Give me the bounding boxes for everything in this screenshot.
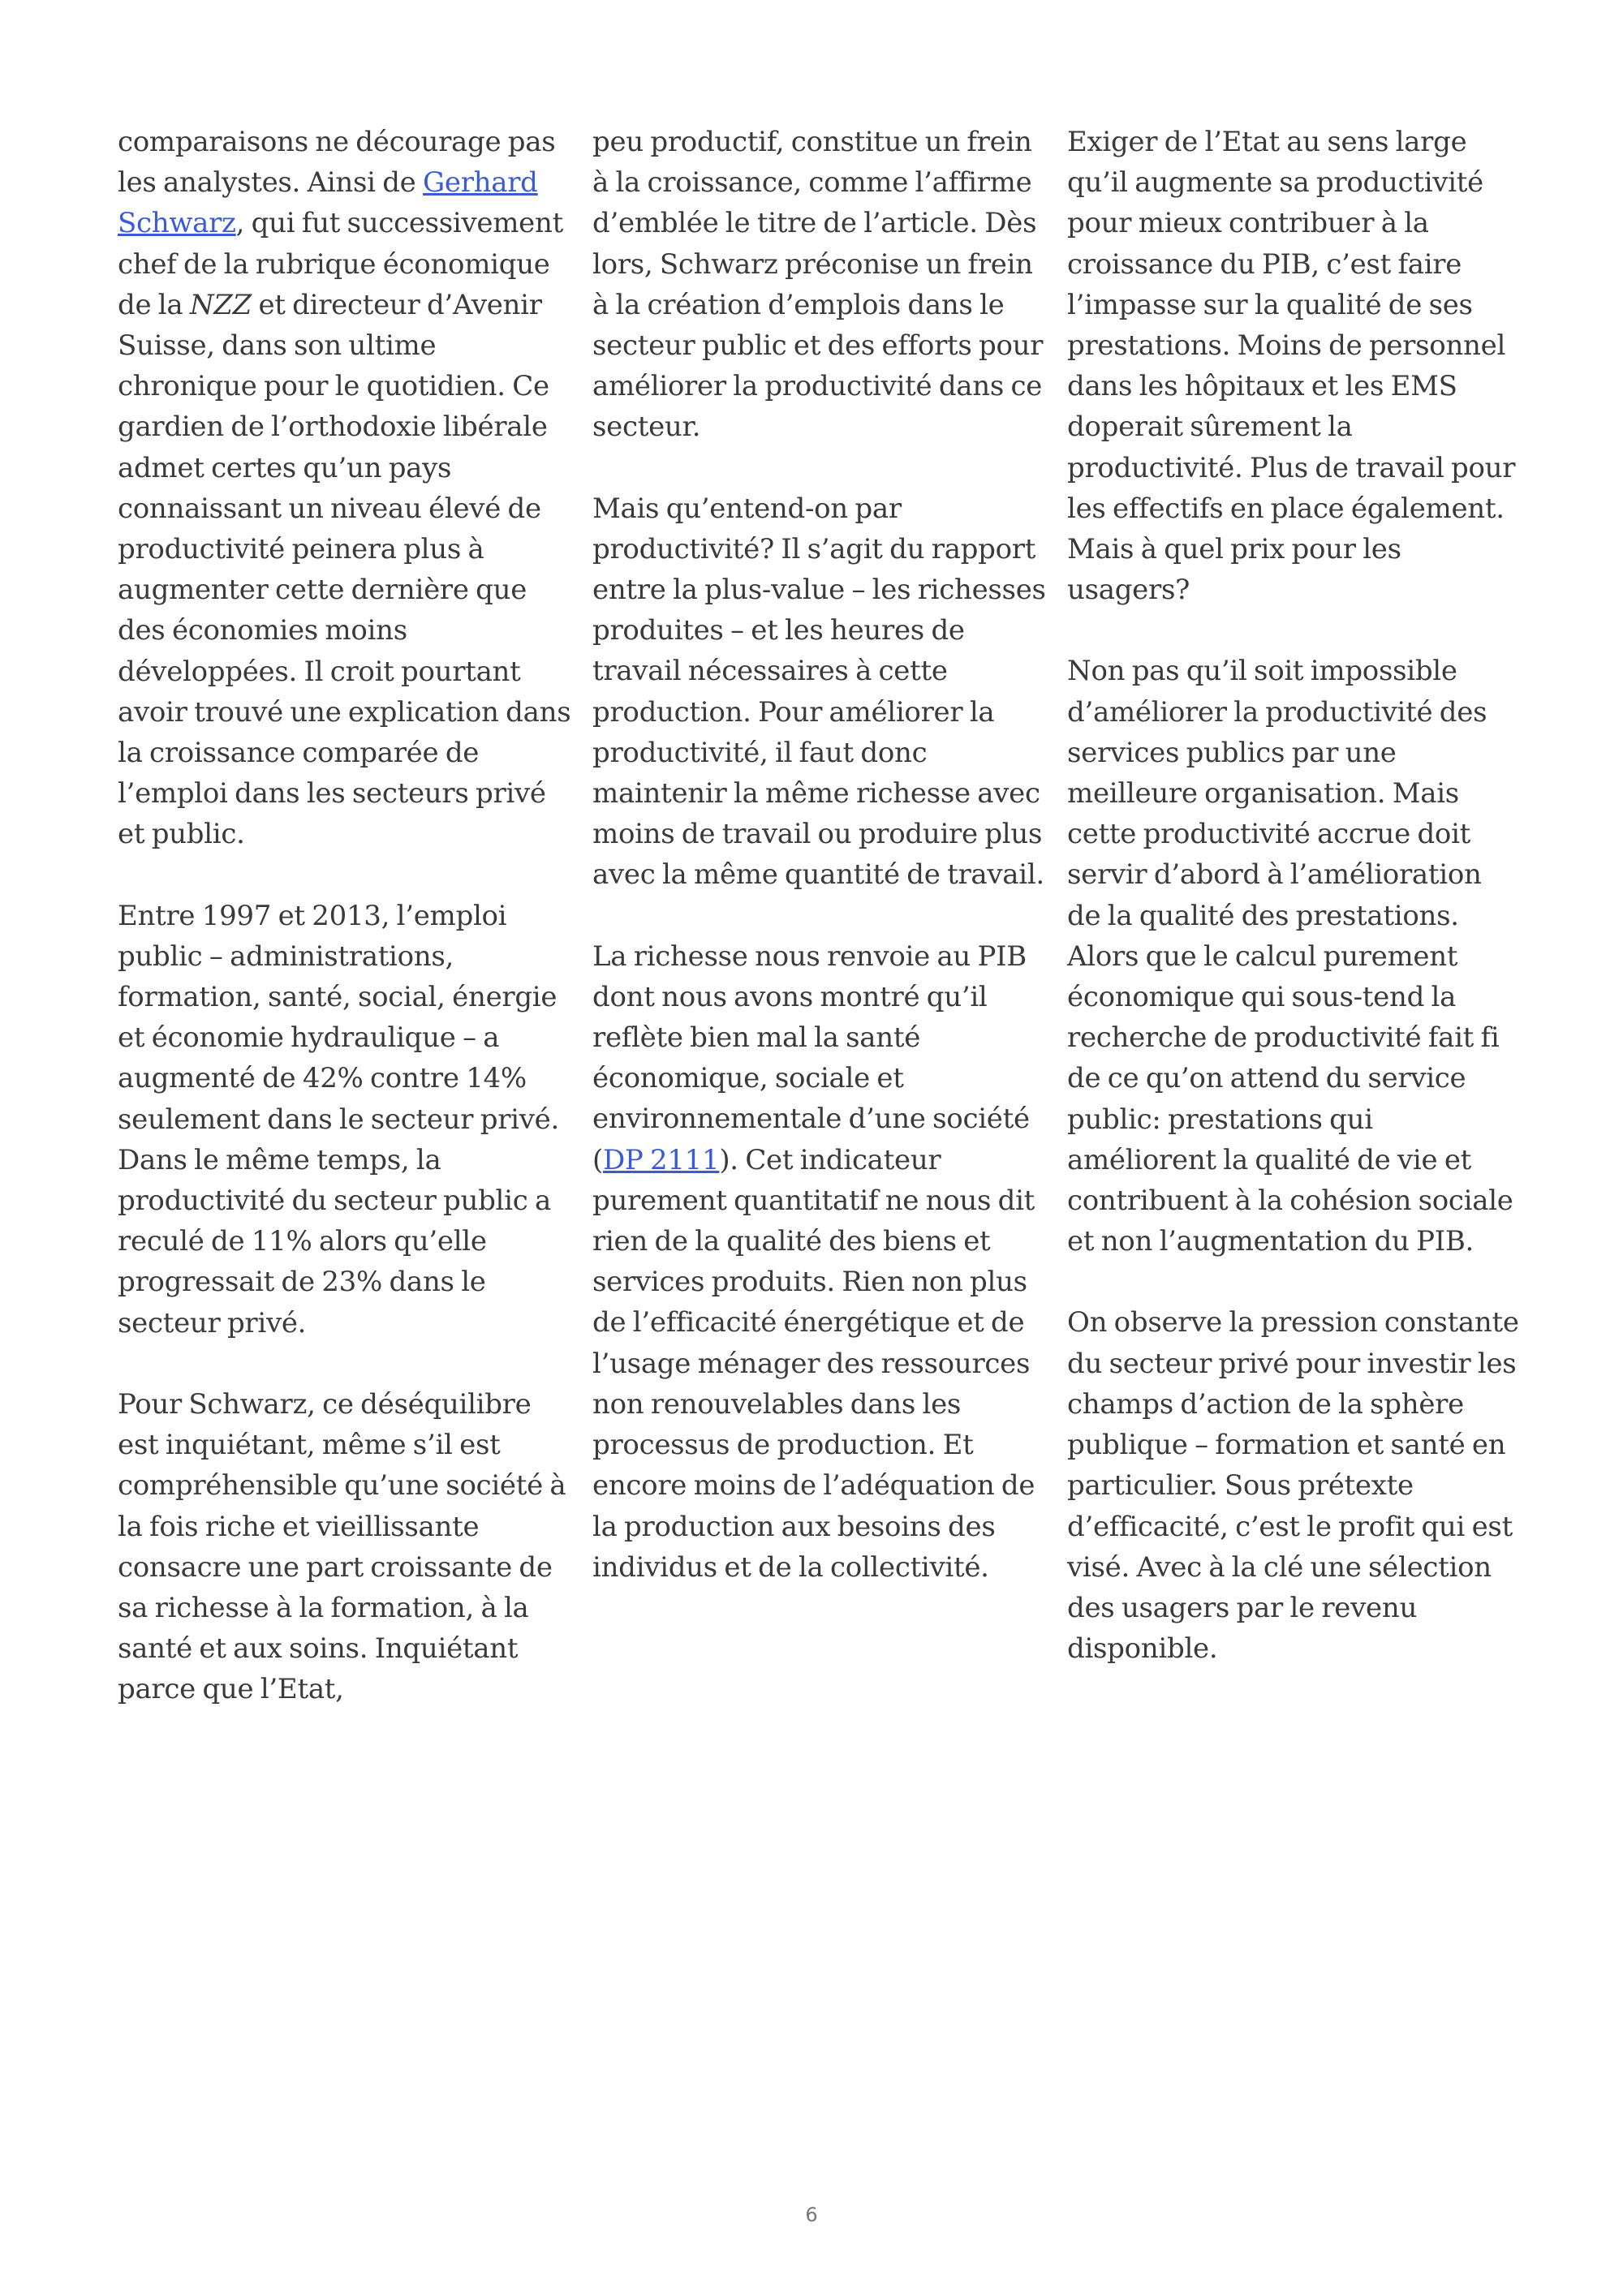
- dp-2111-link[interactable]: DP 2111: [602, 1143, 720, 1176]
- gerhard-schwarz-link[interactable]: Gerhard Schwarz: [118, 166, 538, 240]
- paragraph: [1067, 1302, 1522, 1669]
- text-run: Exiger de l’Etat au sens large qu’il augmente sa productivité pour mieux contribuer à la croissance du PIB, c’est faire l’impasse sur la qualité de ses prestations. Moins de personnel dans les hôpitaux et les EMS doperait sûrement la productivité. Plus de travail pour les effectifs en place également. Mais à quel prix pour les usagers?: [1067, 126, 1516, 607]
- text-run: Mais qu’entend-on par productivité? Il s’agit du rapport entre la plus-value – les richesses produites – et les heures de travail nécessaires à cette production. Pour améliorer la productivité, il faut donc maintenir la même richesse avec moins de travail ou produire plus avec la même quantité de travail.: [592, 492, 1046, 892]
- text-run: ). Cet indicateur purement quantitatif ne nous dit rien de la qualité des biens et services produits. Rien non plus de l’efficacité énergétique et de l’usage ménager des ressources non renouvelables dans les processus de production. Et encore moins de l’adéquation de la production aux besoins des individus et de la collectivité.: [592, 1143, 1035, 1584]
- page-number: 6: [805, 2204, 818, 2226]
- text-run: et directeur d’Avenir Suisse, dans son ultime chronique pour le quotidien. Ce gardien de l’orthodoxie libérale admet certes qu’un pays connaissant un niveau élevé de productivité peinera plus à augmenter cette dernière que des économies moins développées. Il croit pourtant avoir trouvé une explication dans la croissance comparée de l’emploi dans les secteurs privé et public.: [118, 288, 571, 851]
- text-run: Pour Schwarz, ce déséquilibre est inquiétant, même s’il est compréhensible qu’une société à la fois riche et vieillissante consacre une part croissante de sa richesse à la formation, à la santé et aux soins. Inquiétant parce que l’Etat,: [118, 1387, 566, 1706]
- paragraph: [1067, 122, 1522, 610]
- text-run: comparaisons ne décourage pas les analystes. Ainsi de: [118, 126, 556, 200]
- paragraph: [1067, 651, 1522, 1262]
- column-3: [1067, 122, 1522, 1751]
- paragraph: [592, 936, 1047, 1588]
- text-run: , qui fut successivement chef de la rubrique économique de la: [118, 207, 563, 321]
- text-run: La richesse nous renvoie au PIB dont nous avons montré qu’il reflète bien mal la santé économique, sociale et environnementale d’une société (: [592, 939, 1030, 1176]
- paragraph: [592, 122, 1047, 448]
- column-1: [118, 122, 572, 1751]
- paragraph: [118, 896, 572, 1344]
- text-run: On observe la pression constante du secteur privé pour investir les champs d’action de la sphère publique – formation et santé en particulier. Sous prétexte d’efficacité, c’est le profit qui est visé. Avec à la clé une sélection des usagers par le revenu disponible.: [1067, 1306, 1519, 1666]
- paragraph: [592, 488, 1047, 896]
- paragraph: [118, 122, 572, 855]
- text-run: Non pas qu’il soit impossible d’améliorer la productivité des services publics par une meilleure organisation. Mais cette productivité accrue doit servir d’abord à l’amélioration de la qualité des prestations. Alors que le calcul purement économique qui sous-tend la recherche de productivité fait fi de ce qu’on attend du service public: prestations qui améliorent la qualité de vie et contribuent à la cohésion sociale et non l’augmentation du PIB.: [1067, 655, 1513, 1258]
- text-run: Entre 1997 et 2013, l’emploi public – administrations, formation, santé, social, énergie et économie hydraulique – a augmenté de 42% contre 14% seulement dans le secteur privé. Dans le même temps, la productivité du secteur public a reculé de 11% alors qu’elle progressait de 23% dans le secteur privé.: [118, 899, 559, 1339]
- paragraph: [118, 1384, 572, 1710]
- nzz-italic: NZZ: [189, 288, 252, 321]
- text-columns: [118, 122, 1522, 1751]
- text-run: peu productif, constitue un frein à la croissance, comme l’affirme d’emblée le titre de l’article. Dès lors, Schwarz préconise un frein à la création d’emplois dans le secteur public et des efforts pour améliorer la productivité dans ce secteur.: [592, 126, 1044, 444]
- column-2: [592, 122, 1047, 1751]
